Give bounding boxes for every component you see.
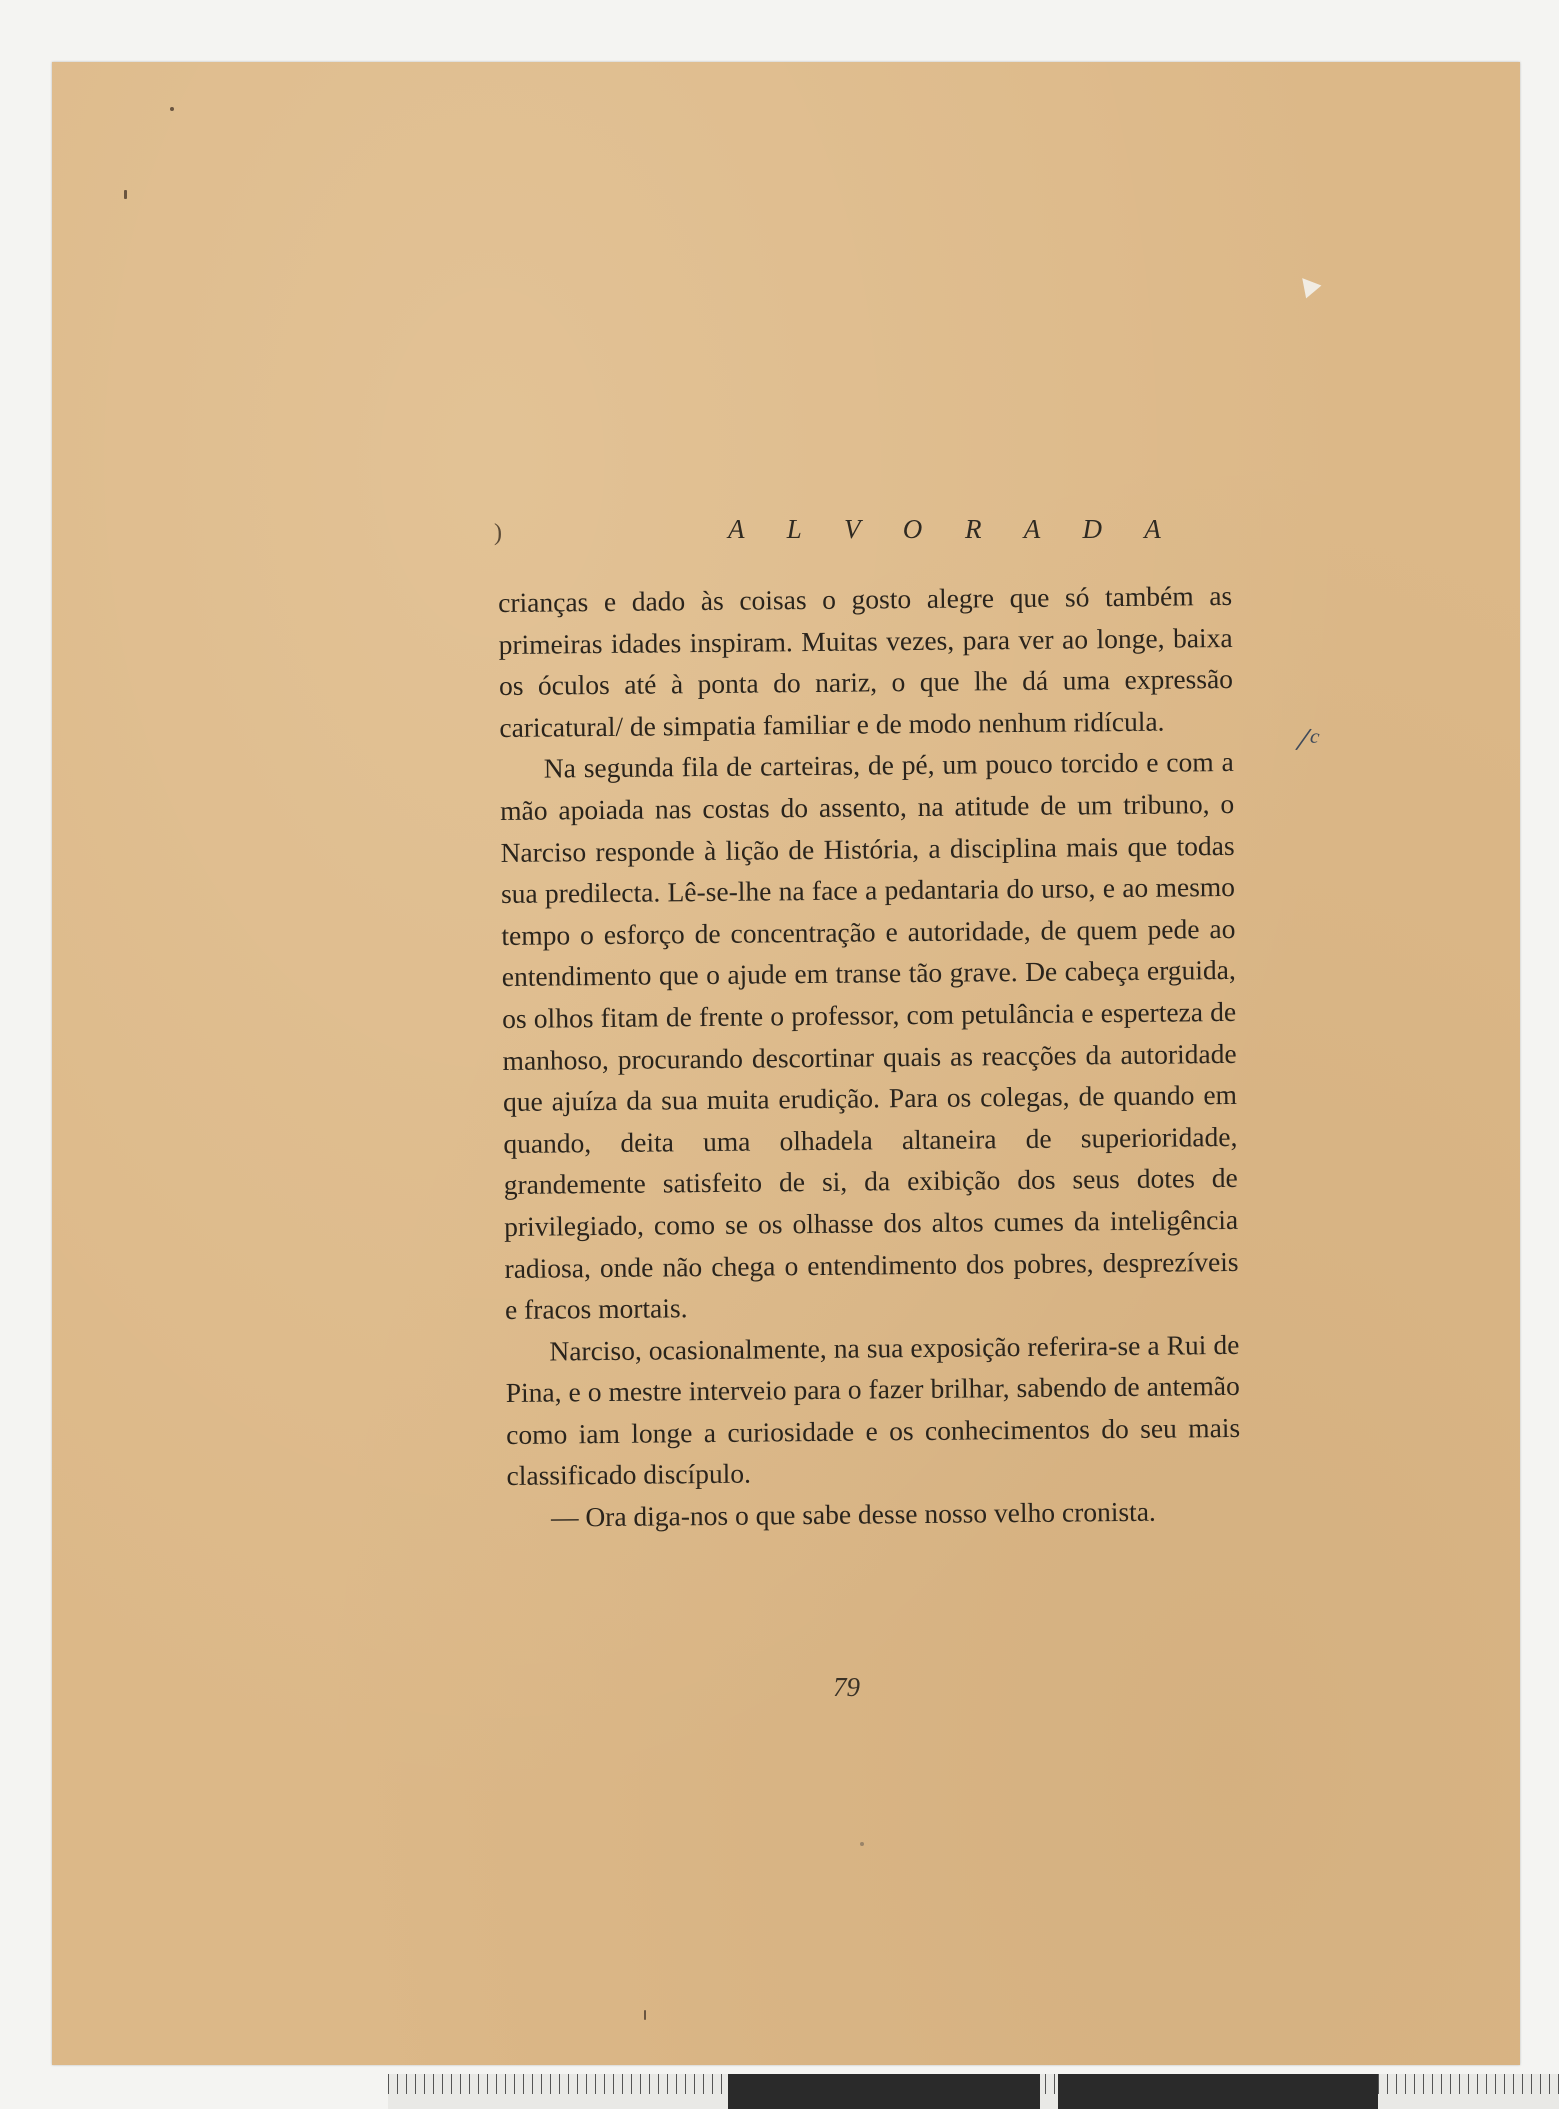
scale-ruler	[388, 2074, 1559, 2109]
paper-speck	[170, 107, 174, 111]
body-text	[498, 575, 1241, 1539]
paragraph: Na segunda fila de carteiras, de pé, um pouco torcido e com a mão apoiada nas costas do assento, na atitude de um tribuno, o Narciso responde à lição de História, a disciplina mais que todas sua predilecta. Lê-se-lhe na face a pedantaria do urso, e ao mesmo tempo o esforço de concentração e autoridade, de quem pede ao entendimento que o ajude em transe tão grave. De cabeça erguida, os olhos fitam de frente o professor, com petulância e esperteza de manhoso, procurando descortinar quais as reacções da autoridade que ajuíza da sua muita erudição. Para os colegas, de quando em quando, deita uma olhadela altaneira de superioridade, grandemente satisfeito de si, da exibição dos seus dotes de privilegiado, como se os olhasse dos altos cumes da inteligência radiosa, onde não chega o entendimento dos pobres, desprezíveis e fracos mortais.	[500, 746, 1239, 1326]
pencil-mark: )	[494, 520, 502, 546]
paper-speck	[860, 1842, 864, 1846]
dialogue-line: — Ora diga-nos o que sabe desse nosso velho cronista.	[550, 1495, 1156, 1533]
paragraph: crianças e dado às coisas o gosto alegre que só também as primeiras idades inspiram. Muitas vezes, para ver ao longe, baixa os óculos até à ponta do nariz, o que lhe dá uma expressão caricatural/ de simpatia familiar e de modo nenhum ridícula.	[498, 579, 1234, 743]
paper-speck	[644, 2010, 646, 2020]
running-head: A L V O R A D A	[728, 514, 1179, 544]
paper-speck	[124, 190, 127, 199]
paragraph: Narciso, ocasionalmente, na sua exposição referira-se a Rui de Pina, e o mestre interveio para o fazer brilhar, sabendo de antemão como iam longe a curiosidade e os conhecimentos do seu mais classificado discípulo.	[505, 1328, 1241, 1492]
ruler-color-block	[728, 2074, 1040, 2109]
margin-annotation: /ᶜ	[1295, 720, 1319, 761]
ruler-color-block	[1058, 2074, 1378, 2109]
page-number: 79	[833, 1672, 860, 1702]
